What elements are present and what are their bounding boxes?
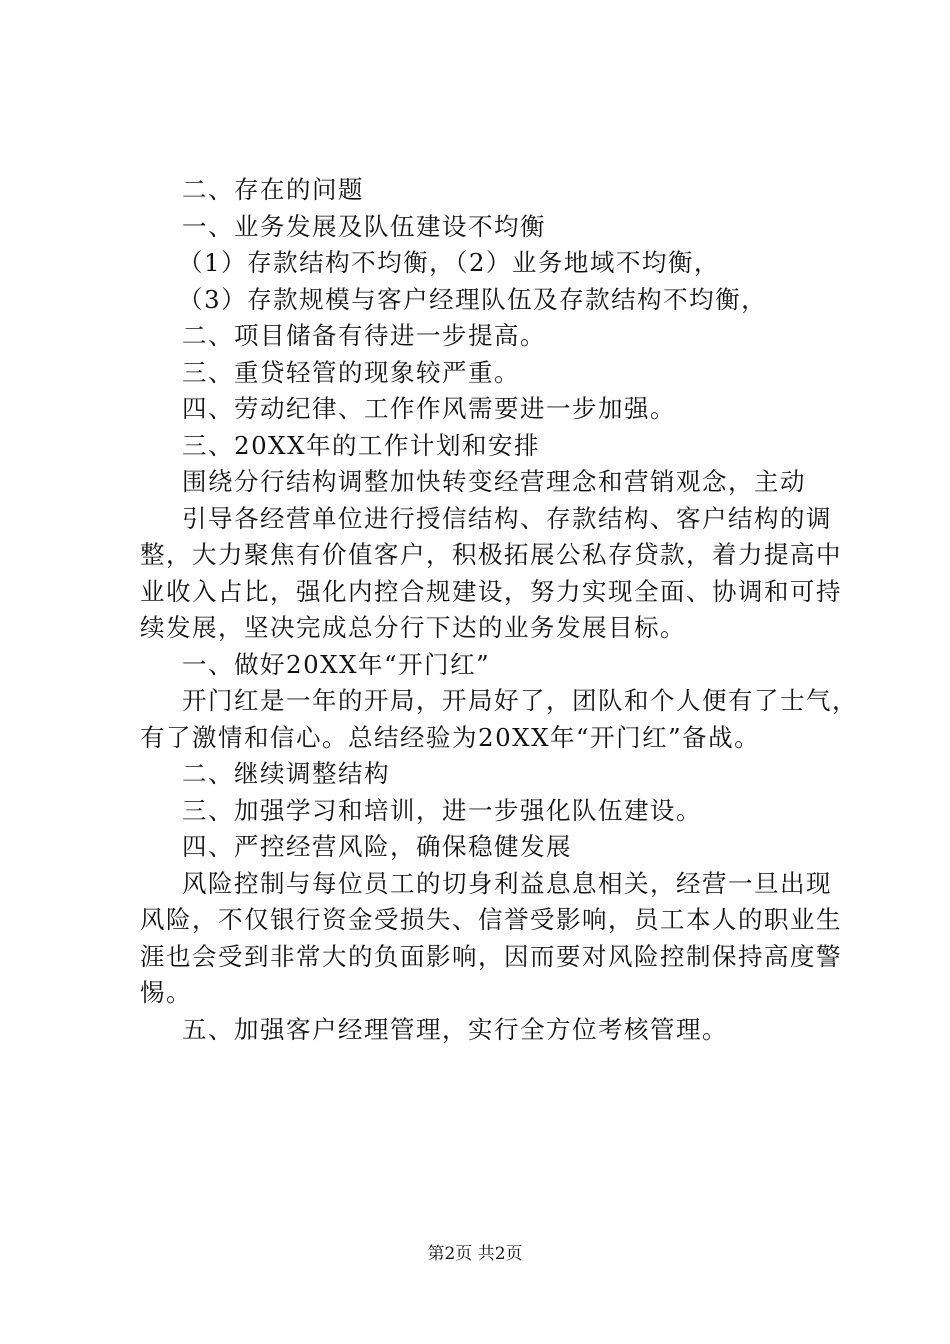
plan-item-3: 三、加强学习和培训，进一步强化队伍建设。	[182, 795, 702, 825]
problem-subitem-3: （3）存款规模与客户经理队伍及存款结构不均衡，	[178, 284, 768, 314]
page-number-footer: 第2页 共2页	[427, 1244, 523, 1264]
plan-item-1: 一、做好20XX年“开门红”	[182, 649, 491, 679]
problem-item-1: 一、业务发展及队伍建设不均衡	[182, 211, 546, 241]
problem-item-3: 三、重贷轻管的现象较严重。	[182, 357, 520, 387]
plan-item-4: 四、严控经营风险，确保稳健发展	[182, 832, 572, 861]
risk-paragraph-line-4: 惕。	[140, 978, 192, 1007]
problem-subitem-1-2: （1）存款结构不均衡，（2）业务地域不均衡，	[178, 248, 720, 277]
plan-paragraph-line-2: 引导各经营单位进行授信结构、存款结构、客户结构的调	[182, 503, 832, 533]
plan-paragraph-line-1: 围绕分行结构调整加快转变经营理念和营销观念，主动	[182, 467, 806, 496]
section-heading-problems: 二、存在的问题	[182, 175, 364, 204]
kickoff-paragraph-line-2: 有了激情和信心。总结经验为20XX年“开门红”备战。	[140, 722, 761, 752]
risk-paragraph-line-3: 涯也会受到非常大的负面影响，因而要对风险控制保持高度警	[140, 941, 842, 971]
plan-paragraph-line-3: 整，大力聚焦有价值客户，积极拓展公私存贷款，着力提高中	[140, 540, 842, 569]
plan-paragraph-line-4: 业收入占比，强化内控合规建设，努力实现全面、协调和可持	[140, 576, 842, 606]
plan-item-5: 五、加强客户经理管理，实行全方位考核管理。	[182, 1014, 728, 1044]
plan-item-2: 二、继续调整结构	[182, 759, 390, 788]
risk-paragraph-line-2: 风险，不仅银行资金受损失、信誉受影响，员工本人的职业生	[140, 905, 842, 934]
problem-item-4: 四、劳动纪律、工作作风需要进一步加强。	[182, 394, 676, 423]
document-body	[140, 172, 858, 1048]
section-heading-plan: 三、20XX年的工作计划和安排	[182, 430, 541, 460]
plan-paragraph-line-5: 续发展，坚决完成总分行下达的业务发展目标。	[140, 613, 686, 642]
risk-paragraph-line-1: 风险控制与每位员工的切身利益息息相关，经营一旦出现	[182, 868, 832, 898]
problem-item-2: 二、项目储备有待进一步提高。	[182, 321, 546, 350]
kickoff-paragraph-line-1: 开门红是一年的开局，开局好了，团队和个人便有了士气，	[182, 686, 858, 715]
